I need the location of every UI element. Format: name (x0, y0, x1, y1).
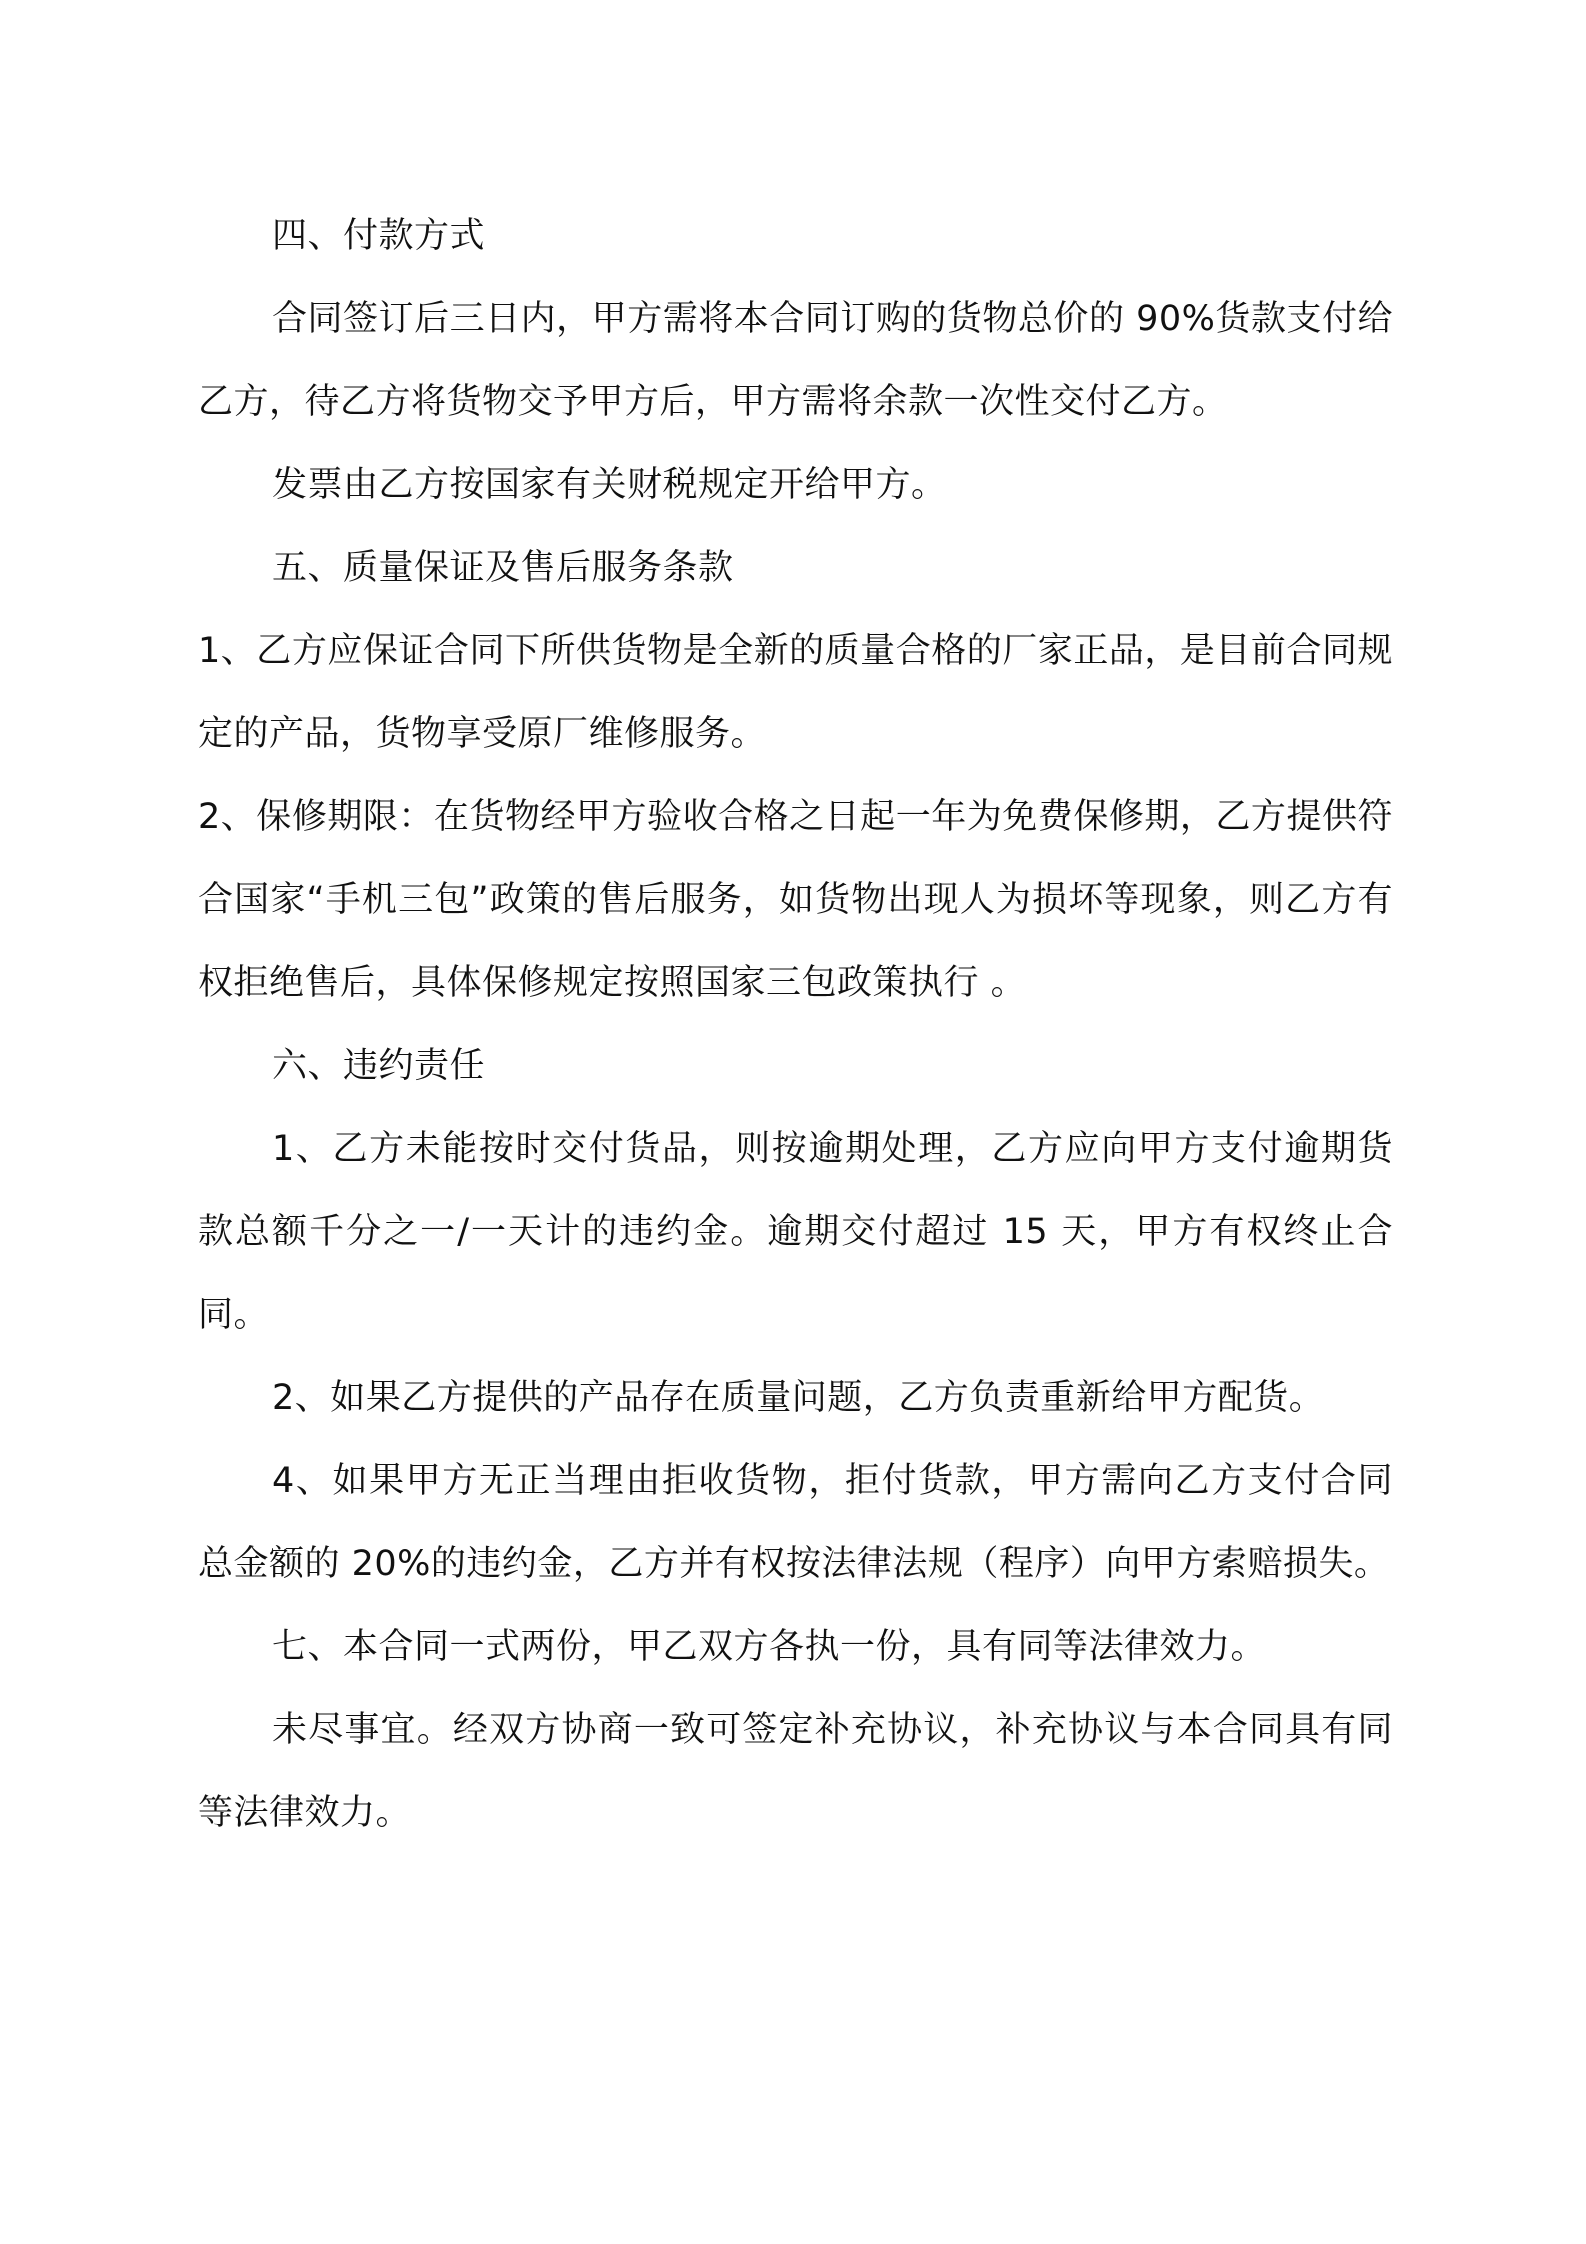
paragraph-copies: 七、本合同一式两份，甲乙双方各执一份，具有同等法律效力。 (272, 1627, 1267, 1667)
section-heading-breach: 六、违约责任 (272, 1046, 486, 1086)
section-heading-quality: 五、质量保证及售后服务条款 (272, 548, 734, 588)
paragraph-invoice: 发票由乙方按国家有关财税规定开给甲方。 (272, 465, 947, 505)
section-heading-payment: 四、付款方式 (272, 216, 486, 256)
paragraph-breach-4: 4、如果甲方无正当理由拒收货物，拒付货款，甲方需向乙方支付合同总金额的 20%的违约金，乙方并有权按法律法规（程序）向甲方索赔损失。 (198, 1461, 1393, 1584)
paragraph-warranty-period: 2、保修期限：在货物经甲方验收合格之日起一年为免费保修期，乙方提供符合国家“手机三包”政策的售后服务，如货物出现人为损坏等现象，则乙方有权拒绝售后，具体保修规定按照国家三包政策执行 。 (198, 797, 1393, 1003)
paragraph-breach-2: 2、如果乙方提供的产品存在质量问题，乙方负责重新给甲方配货。 (272, 1378, 1325, 1418)
paragraph-supplementary: 未尽事宜。经双方协商一致可签定补充协议，补充协议与本合同具有同等法律效力。 (198, 1710, 1393, 1833)
paragraph-breach-1: 1、乙方未能按时交付货品，则按逾期处理，乙方应向甲方支付逾期货款总额千分之一/一天计的违约金。逾期交付超过 15 天，甲方有权终止合同。 (198, 1129, 1393, 1335)
paragraph-payment-terms: 合同签订后三日内，甲方需将本合同订购的货物总价的 90%货款支付给乙方，待乙方将货物交予甲方后，甲方需将余款一次性交付乙方。 (198, 299, 1393, 422)
paragraph-quality-1: 1、乙方应保证合同下所供货物是全新的质量合格的厂家正品，是目前合同规定的产品，货物享受原厂维修服务。 (198, 631, 1393, 754)
document-body (198, 195, 1393, 1855)
